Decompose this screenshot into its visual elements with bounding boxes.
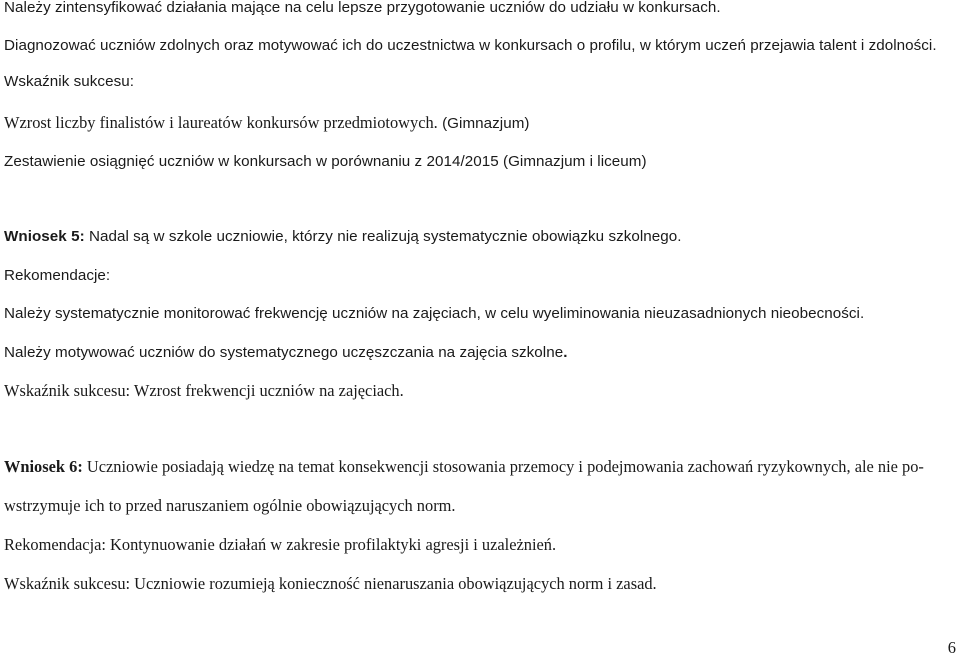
- page-number: 6: [947, 638, 956, 657]
- paragraph-intensify-actions: Należy zintensyfikować działania mające na celu lepsze przygotowanie uczniów do udziału w konkursach.: [4, 0, 721, 16]
- success-indicator-norms: Wskaźnik sukcesu: Uczniowie rozumieją konieczność nienaruszania obowiązujących norm i zasad.: [4, 574, 657, 593]
- success-indicator-contest-growth: Wzrost liczby finalistów i laureatów konkursów przedmiotowych.: [4, 113, 438, 132]
- conclusion-5-label: Wniosek 5:: [4, 228, 85, 245]
- conclusion-6: [4, 459, 924, 475]
- conclusion-6-text-line2: wstrzymuje ich to przed naruszaniem ogólnie obowiązujących norm.: [4, 496, 456, 515]
- achievements-summary-line: Zestawienie osiągnięć uczniów w konkursach w porównaniu z 2014/2015 (Gimnazjum i liceum): [4, 153, 647, 170]
- success-indicator-text: [4, 115, 530, 132]
- success-indicator-label: Wskaźnik sukcesu:: [4, 73, 134, 90]
- success-indicator-attendance: Wskaźnik sukcesu: Wzrost frekwencji uczniów na zajęciach.: [4, 381, 404, 400]
- conclusion-5: [4, 229, 682, 244]
- recommendation-motivate-students: [4, 345, 567, 360]
- recommendation-motivate-period: .: [563, 344, 568, 361]
- paragraph-diagnose-gifted: Diagnozować uczniów zdolnych oraz motywować ich do uczestnictwa w konkursach o profilu, w którym uczeń przejawia talent i zdolności.: [4, 37, 937, 54]
- recommendation-motivate-text: Należy motywować uczniów do systematycznego uczęszczania na zajęcia szkolne: [4, 344, 564, 361]
- recommendation-monitor-attendance: Należy systematycznie monitorować frekwencję uczniów na zajęciach, w celu wyeliminowania nieuzasadnionych nieobecności.: [4, 305, 865, 322]
- gimnazjum-note: (Gimnazjum): [437, 115, 530, 132]
- recommendation-prevention: Rekomendacja: Kontynuowanie działań w zakresie profilaktyki agresji i uzależnień.: [4, 535, 557, 554]
- recommendations-label: Rekomendacje:: [4, 267, 111, 284]
- conclusion-6-text-line1: Uczniowie posiadają wiedzę na temat konsekwencji stosowania przemocy i podejmowania zachowań ryzykownych, ale nie po-: [82, 457, 924, 476]
- conclusion-5-text: Nadal są w szkole uczniowie, którzy nie realizują systematycznie obowiązku szkolnego.: [84, 228, 682, 245]
- conclusion-6-label: Wniosek 6:: [4, 457, 83, 476]
